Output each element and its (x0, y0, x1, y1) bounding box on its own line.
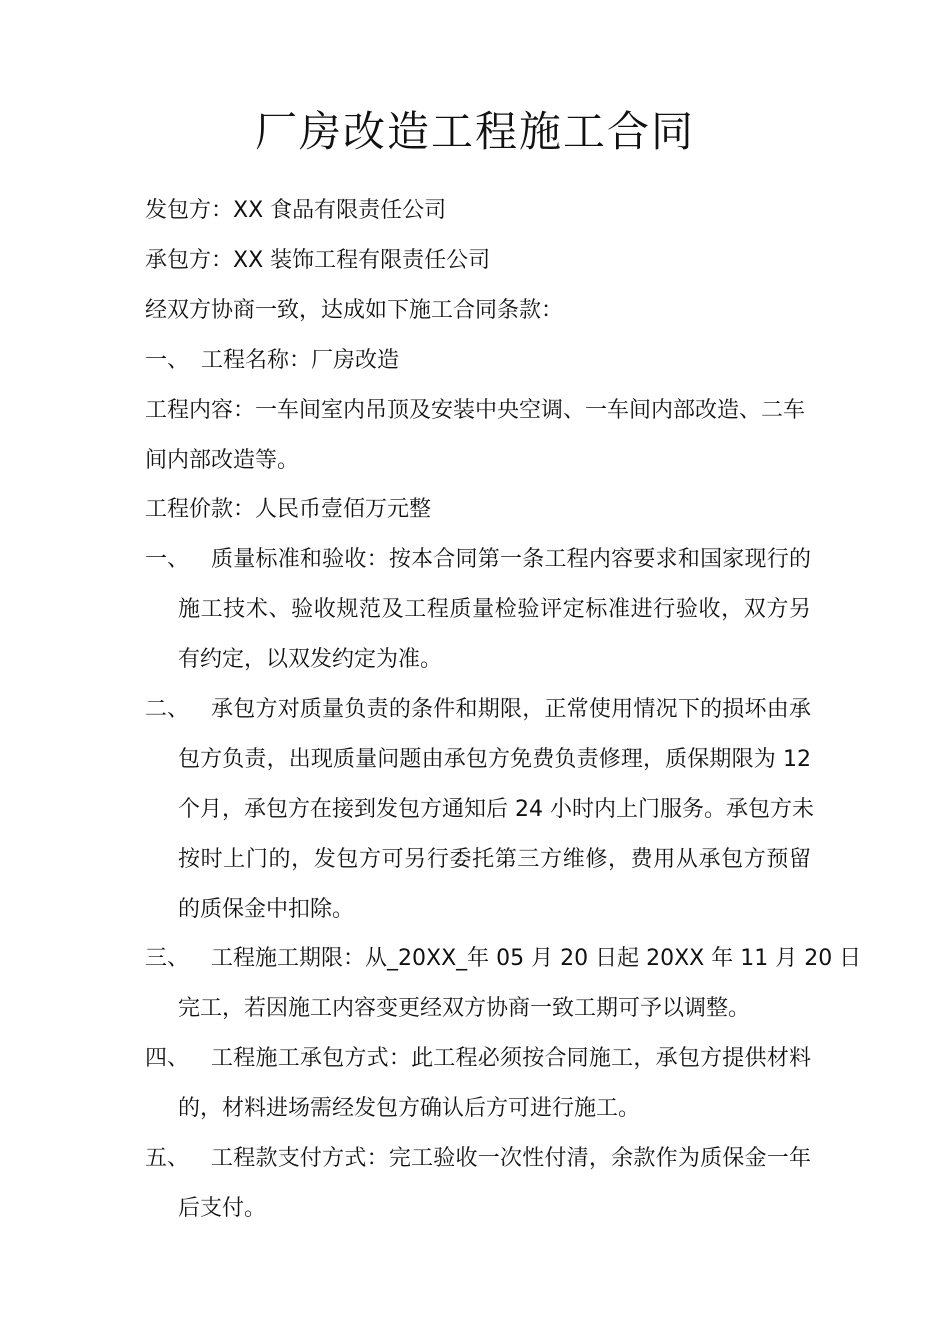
project-name-line: 工程名称：厂房改造 (201, 348, 400, 373)
clause-line: 的，材料进场需经发包方确认后方可进行施工。 (178, 1096, 641, 1121)
clause-line: 工程施工承包方式：此工程必须按合同施工，承包方提供材料 (211, 1046, 811, 1071)
employer-line: 发包方：XX 食品有限责任公司 (145, 198, 447, 223)
contractor-line: 承包方：XX 装饰工程有限责任公司 (145, 248, 491, 273)
clause-line: 后支付。 (178, 1196, 267, 1221)
clause-line: 完工，若因施工内容变更经双方协商一致工期可予以调整。 (178, 996, 751, 1021)
project-content-line-2: 间内部改造等。 (145, 448, 300, 473)
clause-line: 有约定，以双发约定为准。 (178, 647, 443, 672)
document-title: 厂房改造工程施工合同 (254, 107, 695, 156)
clause-line: 工程款支付方式：完工验收一次性付清，余款作为质保金一年 (211, 1146, 811, 1171)
clause-line: 个月，承包方在接到发包方通知后 24 小时内上门服务。承包方未 (178, 797, 814, 822)
clause-number: 四、 (145, 1046, 190, 1071)
clause-line: 包方负责，出现质量问题由承包方免费负责修理，质保期限为 12 (178, 747, 811, 772)
clause-number: 一、 (145, 547, 190, 572)
clause-line: 按时上门的，发包方可另行委托第三方维修，费用从承包方预留 (178, 847, 811, 872)
clause-number: 二、 (145, 697, 190, 722)
clause-line: 工程施工期限：从_20XX_年 05 月 20 日起 20XX 年 11 月 20 日 (211, 946, 862, 971)
clause-number: 五、 (145, 1146, 190, 1171)
project-content-line-1: 工程内容：一车间室内吊顶及安装中央空调、一车间内部改造、二车 (145, 398, 806, 423)
clause-number: 三、 (145, 946, 190, 971)
clause-line: 的质保金中扣除。 (178, 897, 355, 922)
project-price-line: 工程价款：人民币壹佰万元整 (145, 497, 432, 522)
section-one-number: 一、 (145, 348, 190, 373)
intro-line: 经双方协商一致，达成如下施工合同条款： (145, 298, 564, 323)
clause-line: 施工技术、验收规范及工程质量检验评定标准进行验收，双方另 (178, 597, 811, 622)
clause-line: 承包方对质量负责的条件和期限，正常使用情况下的损坏由承 (211, 697, 811, 722)
clause-line: 质量标准和验收：按本合同第一条工程内容要求和国家现行的 (211, 547, 811, 572)
